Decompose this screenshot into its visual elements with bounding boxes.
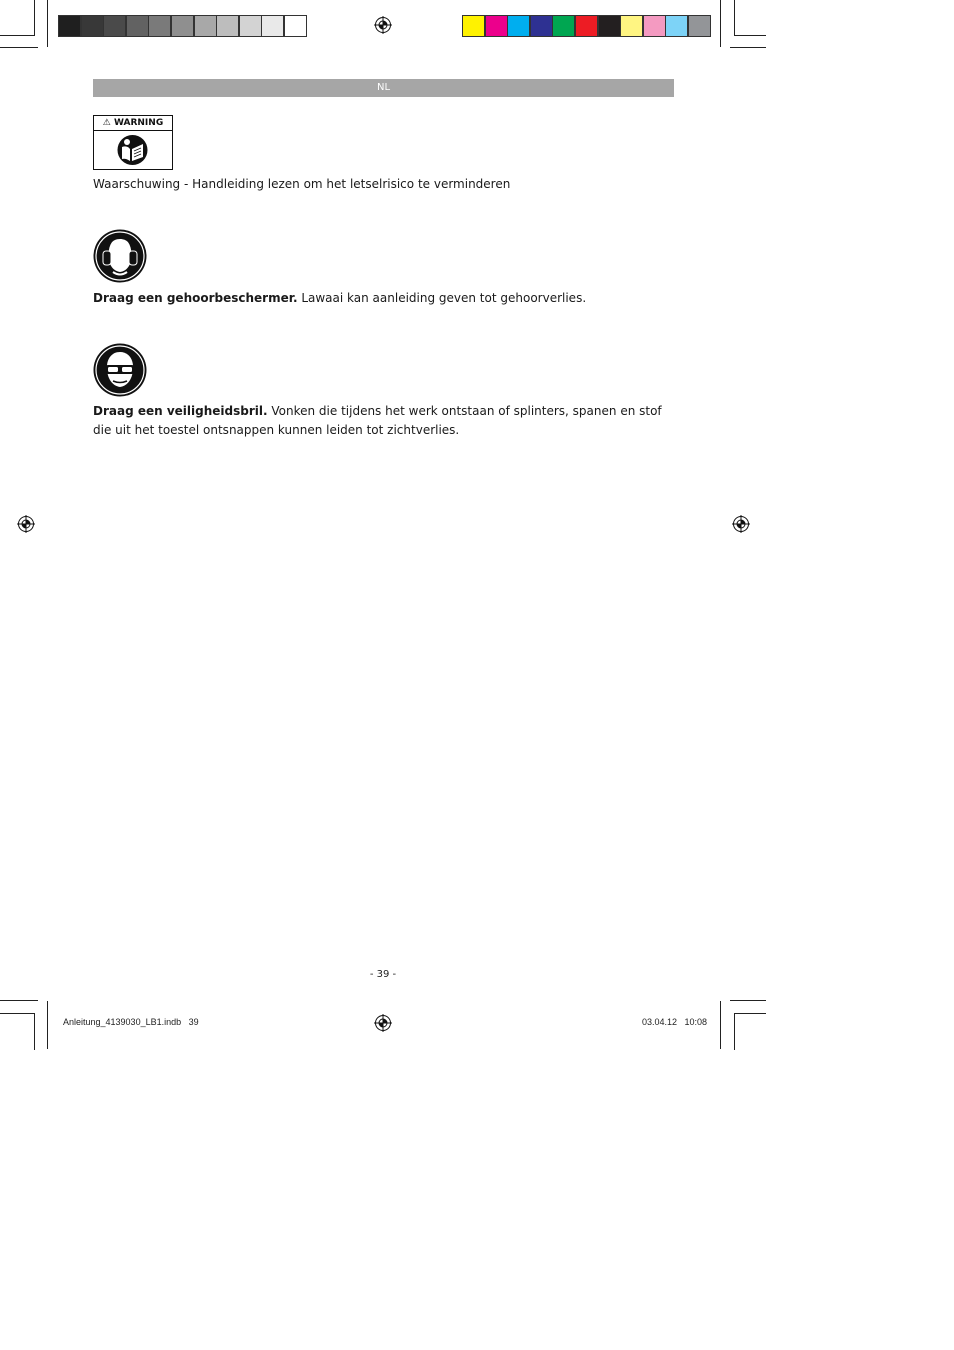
footer-file-info: Anleitung_4139030_LB1.indb 39 (63, 1017, 199, 1027)
color-swatch (575, 15, 598, 37)
color-swatch (643, 15, 666, 37)
color-swatch (665, 15, 688, 37)
warning-label (93, 115, 173, 170)
gray-swatch (148, 15, 171, 37)
page-number: - 39 - (369, 969, 397, 980)
safety-goggles-desc: Vonken die tijdens het werk ontstaan of splinters, spanen en stof die uit het toestel ontsnappen kunnen leiden tot zichtverlies. (93, 404, 662, 437)
footer-date: 03.04.12 10:08 (642, 1017, 708, 1027)
gray-swatch (284, 15, 307, 37)
read-manual-icon (94, 131, 171, 169)
gray-swatch (58, 15, 81, 37)
registration-mark-icon (374, 16, 392, 34)
warning-label-head: ⚠ WARNING (94, 116, 172, 131)
hearing-protection-bold: Draag een gehoorbeschermer. (93, 291, 298, 305)
gray-swatch (81, 15, 104, 37)
safety-goggles-bold: Draag een veiligheidsbril. (93, 404, 268, 418)
registration-mark-icon (17, 515, 35, 533)
color-swatch (507, 15, 530, 37)
ear-protection-icon (93, 229, 147, 283)
gray-swatch (261, 15, 284, 37)
color-swatch (598, 15, 621, 37)
registration-mark-icon (374, 1014, 392, 1032)
language-header: NL (93, 79, 674, 97)
color-swatch (620, 15, 643, 37)
safety-goggles-icon (93, 343, 147, 397)
hearing-protection-desc: Lawaai kan aanleiding geven tot gehoorverlies. (297, 291, 587, 305)
color-swatch (552, 15, 575, 37)
color-swatch (485, 15, 508, 37)
registration-mark-icon (732, 515, 750, 533)
hearing-protection-text (93, 289, 674, 308)
color-swatch (530, 15, 553, 37)
color-swatch (462, 15, 485, 37)
gray-swatch (239, 15, 262, 37)
gray-swatch (126, 15, 149, 37)
gray-swatch (216, 15, 239, 37)
warning-caption: Waarschuwing - Handleiding lezen om het letselrisico te verminderen (93, 177, 511, 191)
color-swatch (688, 15, 711, 37)
gray-swatch (103, 15, 126, 37)
safety-goggles-text (93, 402, 674, 440)
gray-swatch (194, 15, 217, 37)
gray-swatch (171, 15, 194, 37)
